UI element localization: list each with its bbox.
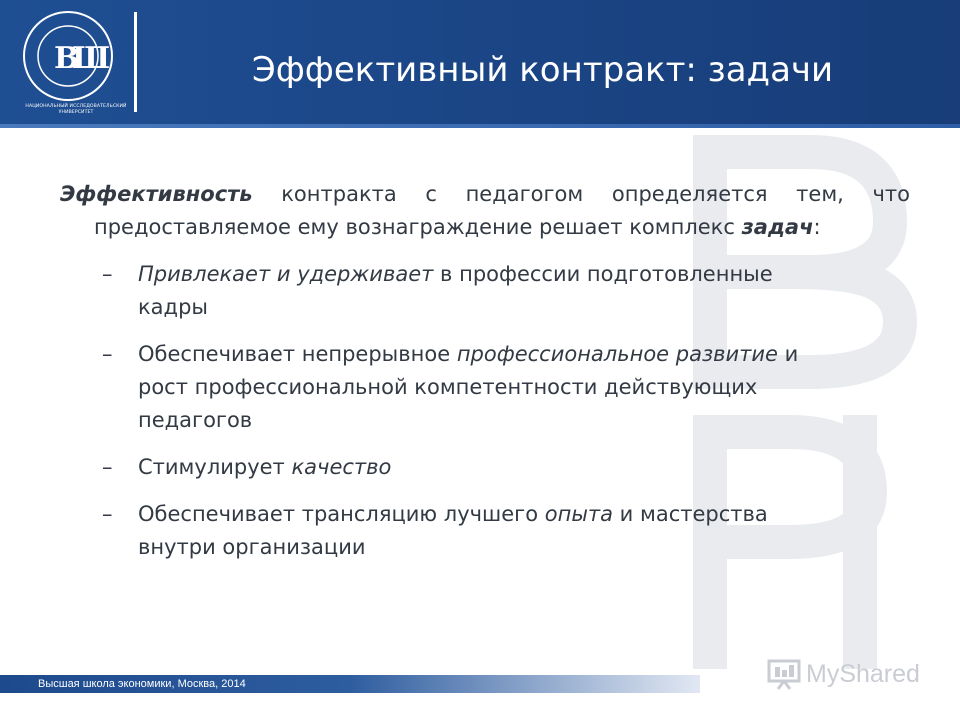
list-dash: – [102, 455, 113, 479]
list-dash: – [102, 342, 113, 366]
list-item [60, 338, 828, 437]
item-prefix: Обеспечивает непрерывное [138, 342, 457, 366]
myshared-label: MyShared [806, 660, 920, 688]
footer-bar [0, 675, 700, 693]
hse-logo [12, 10, 140, 120]
list-dash: – [102, 502, 113, 526]
slide-title: Эффективный контракт: задачи [252, 50, 834, 90]
logo-caption-line1: НАЦИОНАЛЬНЫЙ ИССЛЕДОВАТЕЛЬСКИЙ [25, 104, 127, 109]
svg-text:В: В [54, 41, 80, 76]
list-item [60, 258, 828, 324]
slide-header [0, 0, 960, 128]
slide-body [60, 178, 910, 578]
task-list [60, 258, 910, 564]
presentation-icon [766, 657, 802, 691]
item-text: и мастерства внутри организации [138, 502, 768, 559]
header-divider [134, 12, 137, 112]
item-emphasis: Привлекает и удерживает [138, 262, 434, 286]
lead-emphasis-start: Эффективность [60, 182, 253, 206]
lead-colon: : [813, 215, 821, 239]
hse-emblem-icon [22, 10, 114, 102]
item-prefix: Стимулирует [138, 455, 292, 479]
item-emphasis: качество [291, 455, 392, 479]
item-emphasis: опыта [544, 502, 613, 526]
logo-caption [12, 104, 140, 116]
lead-paragraph [60, 178, 910, 244]
item-text: и рост профессиональной компетентности действующих педагогов [138, 342, 799, 432]
list-dash: – [102, 262, 113, 286]
item-text: в профессии подготовленные кадры [138, 262, 773, 319]
lead-emphasis-end: задач [741, 215, 814, 239]
svg-text:Ш: Ш [72, 41, 111, 76]
lead-text: контракта с педагогом определяется тем, что предоставляемое ему вознаграждение решает комплекс [94, 182, 910, 239]
item-emphasis: профессиональное развитие [456, 342, 778, 366]
logo-caption-line2: УНИВЕРСИТЕТ [58, 110, 94, 115]
list-item [60, 451, 828, 484]
list-item [60, 498, 828, 564]
myshared-watermark [766, 657, 936, 691]
footer-text: Высшая школа экономики, Москва, 2014 [38, 678, 246, 690]
item-prefix: Обеспечивает трансляцию лучшего [138, 502, 545, 526]
